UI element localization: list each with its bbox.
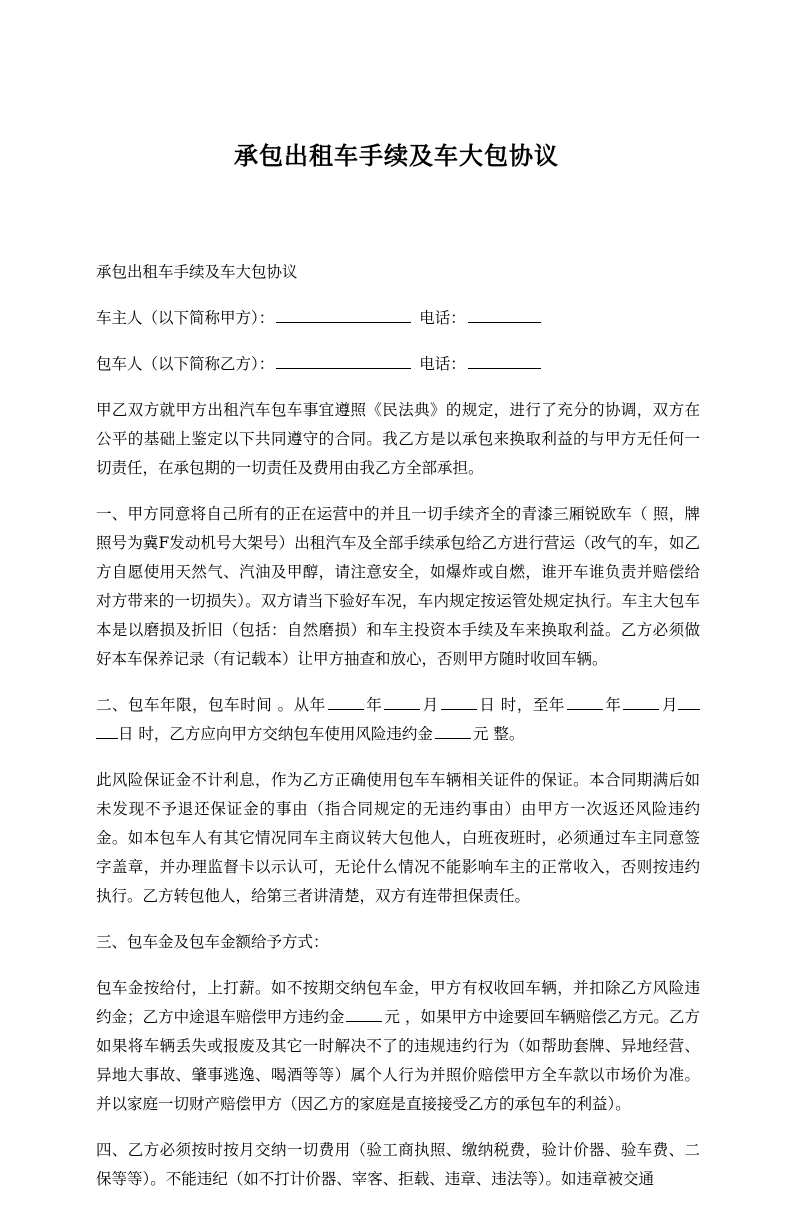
clause-2-paragraph — [96, 691, 700, 749]
clause-1-paragraph: 一、甲方同意将自己所有的正在运营中的并且一切手续齐全的青漆三厢锐欧车（ 照，牌照号为冀F发动机号大架号）出租汽车及全部手续承包给乙方进行营运（改气的车，如乙方自愿使用天然气、汽油及甲醇，请注意安全，如爆炸或自燃，谁开车谁负责并赔偿给对方带来的一切损失）。双方请当下验好车况，车内规定按运管处规定执行。车主大包车本是以磨损及折旧（包括：自然磨损）和车主投资本手续及车来换取利益。乙方必须做好本车保养记录（有记载本）让甲方抽查和放心，否则甲方随时收回车辆。 — [96, 505, 700, 668]
clause-2-text-2: 年 — [365, 696, 383, 714]
party-b-phone-blank — [468, 352, 541, 369]
end-day-blank — [678, 693, 700, 710]
deposit-paragraph: 此风险保证金不计利息，作为乙方正确使用包车车辆相关证件的保证。本合同期满后如未发现不予退还保证金的事由（指合同规定的无违约事由）由甲方一次返还风险违约金。如本包车人有其它情况同车主商议转大包他人，白班夜班时，必须通过车主同意签字盖章，并办理监督卡以示认可，无论什么情况不能影响车主的正常收入，否则按违约执行。乙方转包他人，给第三者讲清楚，双方有连带担保责任。 — [96, 771, 700, 905]
end-day-blank-cont — [96, 722, 118, 739]
party-a-phone-blank — [468, 306, 541, 323]
clause-2-text-1: 二、包车年限，包车时间 。从年 — [96, 696, 326, 714]
clause-2-text-3: 月 — [422, 696, 439, 714]
clause-2-text-5: 年 — [604, 696, 622, 714]
clause-3-paragraph — [96, 974, 700, 1119]
party-b-phone-label: 电话： — [419, 355, 466, 373]
clause-2-text-6: 月 — [661, 696, 678, 714]
end-year-blank — [567, 693, 603, 710]
end-month-blank — [623, 693, 659, 710]
intro-paragraph: 甲乙双方就甲方出租汽车包车事宜遵照《民法典》的规定，进行了充分的协调，双方在公平的基础上鉴定以下共同遵守的合同。我乙方是以承包来换取利益的与甲方无任何一切责任，在承包期的一切责任及费用由我乙方全部承担。 — [96, 401, 700, 477]
party-a-name-blank — [276, 306, 411, 323]
clause-3-text-2: 元 ，如果甲方中途要回车辆赔偿乙方元。乙方如果将车辆丢失或报废及其它一时解决不了的违规违约行为（如帮助套牌、异地经营、异地大事故、肇事逃逸、喝酒等等）属个人行为并照价赔偿甲方全车款以市场价为准。并以家庭一切财产赔偿甲方（因乙方的家庭是直接接受乙方的承包车的利益）。 — [96, 1008, 700, 1113]
document-body — [96, 258, 700, 1211]
clause-2-text-7: 日 时，乙方应向甲方交纳包车使用风险违约金 — [118, 725, 433, 743]
start-month-blank — [384, 693, 420, 710]
clause-2-text-8: 元 整。 — [472, 725, 525, 743]
clause-4-paragraph: 四、乙方必须按时按月交纳一切费用（验工商执照、缴纳税费，验计价器、验车费、二保等等）。不能违纪（如不打计价器、宰客、拒载、违章、违法等）。如违章被交通 — [96, 1141, 700, 1188]
start-year-blank — [328, 693, 364, 710]
clause-3-heading: 三、包车金及包车金额给予方式： — [96, 933, 329, 951]
party-b-line — [96, 350, 700, 379]
penalty-amount-blank — [346, 1005, 382, 1022]
party-b-name-blank — [276, 352, 411, 369]
document-title: 承包出租车手续及车大包协议 — [234, 142, 559, 170]
deposit-amount-blank — [435, 722, 471, 739]
clause-3-text-1: 包车金按给付，上打薪。如不按期交纳包车金，甲方有权收回车辆，并扣除乙方风险违约金；乙方中途退车赔偿甲方违约金 — [96, 979, 700, 1026]
party-a-label: 车主人（以下简称甲方）： — [96, 309, 275, 327]
party-a-phone-label: 电话： — [419, 309, 466, 327]
party-b-label: 包车人（以下简称乙方）： — [96, 355, 275, 373]
document-subtitle: 承包出租车手续及车大包协议 — [96, 263, 298, 281]
clause-2-text-4: 日 时，至年 — [478, 696, 565, 714]
party-a-line — [96, 304, 700, 333]
start-day-blank — [441, 693, 477, 710]
